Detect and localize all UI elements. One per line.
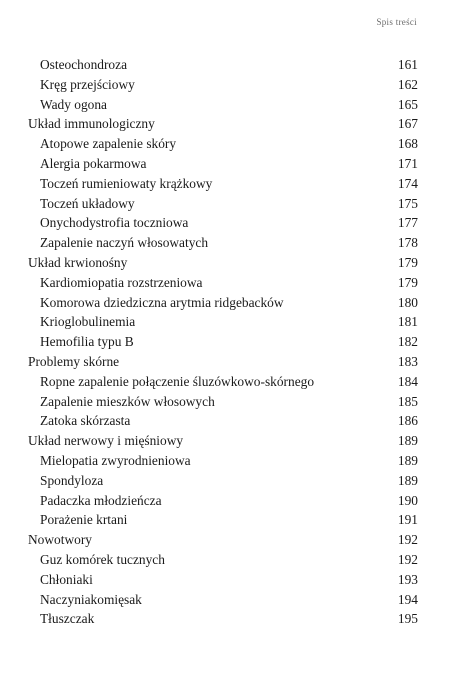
toc-title: Zatoka skórzasta (40, 413, 131, 429)
toc-title: Ropne zapalenie połączenie śluzówkowo-skórnego (40, 373, 315, 389)
toc-page-number: 162 (397, 76, 418, 92)
toc-page-number: 178 (397, 235, 418, 251)
toc-title: Zapalenie naczyń włosowatych (40, 235, 209, 251)
toc-page-number: 175 (397, 195, 418, 211)
toc-entry (28, 372, 418, 392)
toc-title: Chłoniaki (40, 571, 93, 587)
toc-title: Układ krwionośny (28, 254, 128, 270)
toc-entry (28, 590, 418, 610)
toc-page-number: 179 (397, 254, 418, 270)
toc-entry (28, 471, 418, 491)
toc-entry (28, 332, 418, 352)
toc-title: Układ immunologiczny (28, 116, 155, 132)
toc-page-number: 191 (397, 512, 418, 528)
toc-entry (28, 174, 418, 194)
toc-entry (28, 213, 418, 233)
toc-page-number: 161 (397, 57, 418, 72)
toc-page-number: 192 (397, 532, 418, 548)
toc-entry (28, 510, 418, 530)
toc-page-number: 189 (397, 452, 418, 468)
toc-section (28, 253, 418, 273)
toc-entry (28, 95, 418, 115)
toc-title: Osteochondroza (40, 57, 128, 72)
toc-section (28, 114, 418, 134)
toc-entry (28, 134, 418, 154)
toc-page-number: 180 (397, 294, 418, 310)
toc-page-number: 185 (397, 393, 418, 409)
toc-page-number: 167 (397, 116, 418, 132)
toc-page-number: 183 (397, 353, 418, 369)
table-of-contents (28, 55, 418, 629)
toc-title: Toczeń rumieniowaty krążkowy (40, 175, 213, 191)
toc-title: Komorowa dziedziczna arytmia ridgebacków (40, 294, 284, 310)
toc-title: Naczyniakomięsak (40, 591, 142, 607)
toc-entry (28, 55, 418, 75)
toc-entry (28, 411, 418, 431)
toc-title: Guz komórek tucznych (40, 551, 165, 567)
toc-page-number: 165 (397, 96, 418, 112)
toc-entry (28, 491, 418, 511)
toc-entry (28, 609, 418, 629)
toc-title: Wady ogona (40, 96, 107, 112)
toc-page-number: 177 (397, 215, 418, 231)
toc-entry (28, 194, 418, 214)
toc-section (28, 352, 418, 372)
toc-page-number: 186 (397, 413, 418, 429)
toc-entry (28, 570, 418, 590)
toc-title: Krioglobulinemia (40, 314, 136, 330)
toc-title: Spondyloza (40, 472, 104, 488)
toc-title: Porażenie krtani (40, 512, 128, 528)
toc-page-number: 193 (397, 571, 418, 587)
toc-section (28, 431, 418, 451)
toc-entry (28, 312, 418, 332)
toc-title: Układ nerwowy i mięśniowy (28, 433, 184, 449)
toc-entry (28, 392, 418, 412)
toc-title: Problemy skórne (28, 353, 120, 369)
toc-title: Padaczka młodzieńcza (40, 492, 162, 508)
toc-page-number: 189 (397, 433, 418, 449)
toc-title: Tłuszczak (40, 611, 95, 627)
toc-title: Kręg przejściowy (40, 76, 135, 92)
toc-title: Onychodystrofia toczniowa (40, 215, 189, 231)
toc-page-number: 190 (397, 492, 418, 508)
toc-entry (28, 233, 418, 253)
toc-page-number: 179 (397, 274, 418, 290)
toc-page-number: 171 (397, 155, 418, 171)
toc-page-number: 184 (397, 373, 418, 389)
toc-entry (28, 154, 418, 174)
toc-title: Zapalenie mieszków włosowych (40, 393, 215, 409)
toc-page-number: 181 (397, 314, 418, 330)
toc-page-number: 192 (397, 551, 418, 567)
toc-page-number: 174 (397, 175, 418, 191)
toc-page-number: 194 (397, 591, 418, 607)
toc-title: Alergia pokarmowa (40, 155, 147, 171)
toc-page-number: 168 (397, 136, 418, 152)
toc-entry (28, 273, 418, 293)
toc-entry (28, 550, 418, 570)
toc-page-number: 189 (397, 472, 418, 488)
toc-entry (28, 75, 418, 95)
toc-title: Toczeń układowy (40, 195, 135, 211)
running-header: Spis treści (376, 17, 417, 27)
toc-title: Kardiomiopatia rozstrzeniowa (40, 274, 203, 290)
toc-title: Nowotwory (28, 532, 92, 548)
toc-title: Atopowe zapalenie skóry (40, 136, 177, 152)
toc-title: Hemofilia typu B (40, 334, 134, 350)
toc-page-number: 182 (397, 334, 418, 350)
toc-entry (28, 451, 418, 471)
toc-title: Mielopatia zwyrodnieniowa (40, 452, 191, 468)
toc-section (28, 530, 418, 550)
toc-entry (28, 293, 418, 313)
toc-page-number: 195 (397, 611, 418, 627)
